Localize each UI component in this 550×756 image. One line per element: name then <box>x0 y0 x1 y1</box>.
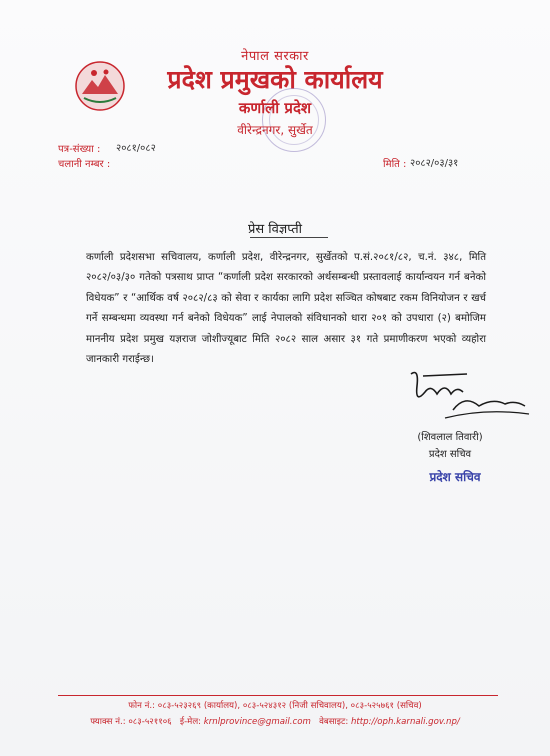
footer-email[interactable]: krnlprovince@gmail.com <box>203 717 311 727</box>
province-name: कर्णाली प्रदेश <box>238 99 312 117</box>
letter-no-value: २०८१/०८२ <box>116 143 156 154</box>
press-release-body: कर्णाली प्रदेशसभा सचिवालय, कर्णाली प्रदेश, वीरेन्द्रनगर, सुर्खेतको प.सं.२०८१/८२, च.नं. ३४८, मिति २०८२/०३/३० गतेको पत्रसाथ प्राप्त “कर्णाली प्रदेश सरकारको अर्थसम्बन्धी प्रस्तावलाई कार्यान्वयन गर्न बनेको विधेयक” र “आर्थिक वर्ष २०८२/८३ को सेवा र कार्यका लागि प्रदेश सञ्चित कोषबाट रकम विनियोजन र खर्च गर्ने सम्बन्धमा व्यवस्था गर्न बनेको विधेयक” लाई नेपालको संविधानको धारा २०१ को उपधारा (२) बमोजिम माननीय प्रदेश प्रमुख यज्ञराज जोशीज्यूबाट मिति २०८२ साल असार ३१ गते प्रमाणीकरण भएको व्यहोरा जानकारी गराईन्छ। <box>86 252 486 366</box>
press-release-title: प्रेस विज्ञप्ती <box>247 222 303 237</box>
footer-website[interactable]: http://oph.karnali.gov.np/ <box>350 717 460 727</box>
footer-contact <box>0 715 550 727</box>
footer-phones: फोन नं.: ०८३-५२३२६९ (कार्यालय), ०८३-५२४३१२ (निजी सचिवालय), ०८३-५२५७६१ (सचिव) <box>128 701 422 711</box>
signatory-name: (शिवलाल तिवारी) <box>417 432 483 443</box>
footer-website-label: वेबसाइट: <box>319 717 349 727</box>
footer-divider <box>58 695 498 696</box>
office-name: प्रदेश प्रमुखको कार्यालय <box>167 65 383 94</box>
title-underline <box>250 237 328 238</box>
date-value: २०८२/०३/३१ <box>410 158 459 169</box>
date-label: मिति : <box>383 159 407 170</box>
footer-email-label: ई-मेल: <box>179 717 202 727</box>
signatory-role: प्रदेश सचिव <box>428 449 472 460</box>
government-name: नेपाल सरकार <box>241 49 309 64</box>
city-name: वीरेन्द्रनगर, सुर्खेत <box>237 123 313 137</box>
letter-no-label: पत्र-संख्या : <box>58 144 101 155</box>
footer-fax: फ्याक्स नं.: ०८३-५२११०६ <box>90 717 172 727</box>
signatory-stamp-role: प्रदेश सचिव <box>429 470 481 484</box>
dispatch-no-label: चलानी नम्बर : <box>58 159 111 170</box>
handwritten-signature <box>405 364 533 428</box>
